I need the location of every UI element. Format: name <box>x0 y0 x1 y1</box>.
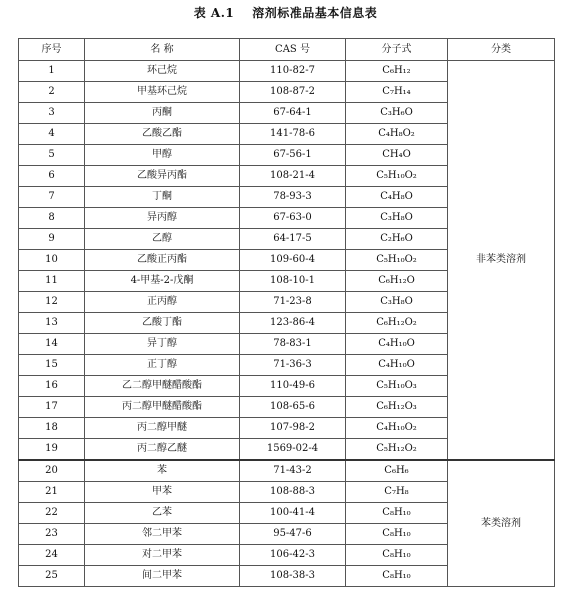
table-title <box>0 4 571 21</box>
cell-formula: C₄H₁₀O <box>346 334 448 355</box>
cell-cas: 110-82-7 <box>240 61 346 82</box>
table-label: 表 A.1 <box>193 6 235 20</box>
cell-name: 苯 <box>85 460 240 482</box>
table-caption: 溶剂标准品基本信息表 <box>252 6 378 20</box>
cell-index: 6 <box>19 166 85 187</box>
cell-name: 乙酸异丙酯 <box>85 166 240 187</box>
cell-formula: C₄H₈O <box>346 187 448 208</box>
cell-formula: C₂H₆O <box>346 229 448 250</box>
cell-name: 丙二醇甲醚 <box>85 418 240 439</box>
cell-name: 甲基环己烷 <box>85 82 240 103</box>
solvent-standards-table <box>18 38 555 587</box>
cell-name: 丙酮 <box>85 103 240 124</box>
cell-index: 25 <box>19 566 85 587</box>
cell-cas: 108-88-3 <box>240 482 346 503</box>
cell-index: 9 <box>19 229 85 250</box>
cell-index: 14 <box>19 334 85 355</box>
cell-cas: 78-93-3 <box>240 187 346 208</box>
cell-name: 乙醇 <box>85 229 240 250</box>
cell-index: 12 <box>19 292 85 313</box>
cell-name: 乙酸丁酯 <box>85 313 240 334</box>
cell-cas: 67-56-1 <box>240 145 346 166</box>
cell-formula: C₆H₁₂O₃ <box>346 397 448 418</box>
cell-formula: C₃H₈O <box>346 208 448 229</box>
cell-formula: C₇H₈ <box>346 482 448 503</box>
header-index: 序号 <box>19 39 85 61</box>
cell-cas: 1569-02-4 <box>240 439 346 461</box>
cell-cas: 71-23-8 <box>240 292 346 313</box>
cell-formula: C₅H₁₂O₂ <box>346 439 448 461</box>
table-row <box>19 61 555 82</box>
cell-formula: C₈H₁₀ <box>346 545 448 566</box>
cell-formula: C₄H₁₀O₂ <box>346 418 448 439</box>
header-row <box>19 39 555 61</box>
cell-formula: C₄H₈O₂ <box>346 124 448 145</box>
cell-name: 正丙醇 <box>85 292 240 313</box>
cell-cas: 71-36-3 <box>240 355 346 376</box>
cell-formula: C₅H₁₀O₂ <box>346 166 448 187</box>
cell-index: 24 <box>19 545 85 566</box>
header-name: 名 称 <box>85 39 240 61</box>
cell-name: 乙苯 <box>85 503 240 524</box>
cell-index: 23 <box>19 524 85 545</box>
cell-index: 2 <box>19 82 85 103</box>
cell-name: 环己烷 <box>85 61 240 82</box>
cell-cas: 110-49-6 <box>240 376 346 397</box>
cell-cas: 108-21-4 <box>240 166 346 187</box>
cell-index: 7 <box>19 187 85 208</box>
cell-index: 20 <box>19 460 85 482</box>
header-formula: 分子式 <box>346 39 448 61</box>
cell-formula: C₄H₁₀O <box>346 355 448 376</box>
table-row <box>19 460 555 482</box>
cell-index: 18 <box>19 418 85 439</box>
cell-cas: 108-10-1 <box>240 271 346 292</box>
cell-cas: 107-98-2 <box>240 418 346 439</box>
cell-index: 13 <box>19 313 85 334</box>
cell-name: 4-甲基-2-戊酮 <box>85 271 240 292</box>
cell-name: 正丁醇 <box>85 355 240 376</box>
cell-cas: 108-65-6 <box>240 397 346 418</box>
cell-name: 乙二醇甲醚醋酸酯 <box>85 376 240 397</box>
cell-cas: 71-43-2 <box>240 460 346 482</box>
cell-formula: C₃H₆O <box>346 103 448 124</box>
cell-cas: 108-38-3 <box>240 566 346 587</box>
cell-formula: C₆H₁₂O <box>346 271 448 292</box>
cell-index: 4 <box>19 124 85 145</box>
header-category: 分类 <box>448 39 555 61</box>
cell-formula: C₈H₁₀ <box>346 566 448 587</box>
cell-index: 11 <box>19 271 85 292</box>
cell-formula: C₆H₁₂O₂ <box>346 313 448 334</box>
cell-category: 非苯类溶剂 <box>448 61 555 461</box>
cell-cas: 67-64-1 <box>240 103 346 124</box>
cell-index: 10 <box>19 250 85 271</box>
cell-category: 苯类溶剂 <box>448 460 555 587</box>
cell-index: 16 <box>19 376 85 397</box>
cell-index: 15 <box>19 355 85 376</box>
cell-name: 甲醇 <box>85 145 240 166</box>
cell-formula: CH₄O <box>346 145 448 166</box>
cell-cas: 95-47-6 <box>240 524 346 545</box>
cell-name: 邻二甲苯 <box>85 524 240 545</box>
cell-cas: 106-42-3 <box>240 545 346 566</box>
cell-cas: 109-60-4 <box>240 250 346 271</box>
cell-name: 乙酸正丙酯 <box>85 250 240 271</box>
cell-cas: 78-83-1 <box>240 334 346 355</box>
cell-formula: C₈H₁₀ <box>346 503 448 524</box>
cell-cas: 100-41-4 <box>240 503 346 524</box>
cell-formula: C₇H₁₄ <box>346 82 448 103</box>
cell-cas: 67-63-0 <box>240 208 346 229</box>
cell-name: 丁酮 <box>85 187 240 208</box>
cell-index: 1 <box>19 61 85 82</box>
cell-formula: C₅H₁₀O₃ <box>346 376 448 397</box>
cell-name: 间二甲苯 <box>85 566 240 587</box>
cell-name: 乙酸乙酯 <box>85 124 240 145</box>
cell-formula: C₆H₆ <box>346 460 448 482</box>
cell-index: 22 <box>19 503 85 524</box>
cell-name: 对二甲苯 <box>85 545 240 566</box>
table-body <box>19 61 555 587</box>
cell-index: 17 <box>19 397 85 418</box>
cell-index: 8 <box>19 208 85 229</box>
cell-cas: 108-87-2 <box>240 82 346 103</box>
cell-formula: C₈H₁₀ <box>346 524 448 545</box>
cell-cas: 141-78-6 <box>240 124 346 145</box>
cell-formula: C₅H₁₀O₂ <box>346 250 448 271</box>
cell-index: 19 <box>19 439 85 461</box>
cell-name: 异丙醇 <box>85 208 240 229</box>
cell-formula: C₃H₈O <box>346 292 448 313</box>
cell-index: 5 <box>19 145 85 166</box>
cell-formula: C₆H₁₂ <box>346 61 448 82</box>
cell-index: 21 <box>19 482 85 503</box>
cell-name: 异丁醇 <box>85 334 240 355</box>
cell-cas: 64-17-5 <box>240 229 346 250</box>
cell-name: 甲苯 <box>85 482 240 503</box>
cell-name: 丙二醇乙醚 <box>85 439 240 461</box>
cell-name: 丙二醇甲醚醋酸酯 <box>85 397 240 418</box>
cell-index: 3 <box>19 103 85 124</box>
header-cas: CAS 号 <box>240 39 346 61</box>
cell-cas: 123-86-4 <box>240 313 346 334</box>
